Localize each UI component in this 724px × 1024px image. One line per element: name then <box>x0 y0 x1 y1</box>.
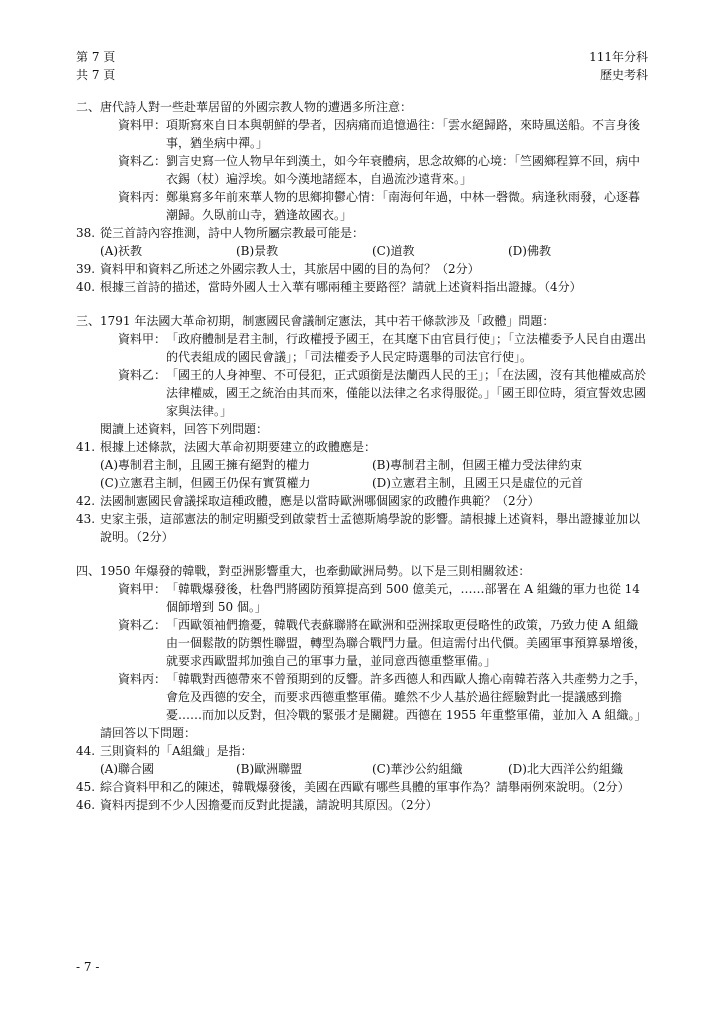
subject-name: 歷史考科 <box>599 68 648 82</box>
section-3 <box>76 312 646 546</box>
instruction-note: 閱讀上述資料，回答下列問題： <box>100 422 269 436</box>
source-label: 資料甲： <box>117 332 166 346</box>
source-item <box>76 116 646 152</box>
source-text: 劉言史寫一位人物早年到漢土，如今年衰體病，思念故鄉的心境：「竺國鄉程算不回，病中衣錫（杖）遍浮埃。如今漢地諸經本，自過流沙遠背來。」 <box>166 154 641 186</box>
source-item <box>76 152 646 188</box>
source-label: 資料甲： <box>117 582 166 596</box>
source-label: 資料乙： <box>117 154 166 168</box>
option-b[interactable]: (B)景教 <box>236 244 279 258</box>
question-40 <box>76 278 646 296</box>
source-item <box>76 188 646 224</box>
question-number: 46. <box>76 798 96 812</box>
page-footer: - 7 - <box>76 960 100 974</box>
question-text: 從三首詩內容推測，詩中人物所屬宗教最可能是： <box>100 226 365 240</box>
option-d[interactable]: (D)佛教 <box>508 244 551 258</box>
option-c[interactable]: (C)華沙公約組織 <box>372 762 463 776</box>
question-number: 43. <box>76 512 96 526</box>
option-b[interactable]: (B)專制君主制，但國王權力受法律約束 <box>372 458 583 472</box>
source-label: 資料乙： <box>117 368 166 382</box>
section-heading: 四、1950 年爆發的韓戰，對亞洲影響重大，也牽動歐洲局勢。以下是三則相關敘述： <box>76 564 531 578</box>
option-b[interactable]: (B)歐洲聯盟 <box>236 762 303 776</box>
section-2 <box>76 98 646 296</box>
answer-options <box>76 760 646 778</box>
question-46 <box>76 796 646 814</box>
question-number: 41. <box>76 440 96 454</box>
question-number: 42. <box>76 494 96 508</box>
exam-year: 111年分科 <box>589 50 648 64</box>
option-d[interactable]: (D)北大西洋公約組織 <box>508 762 623 776</box>
question-42 <box>76 492 646 510</box>
question-text: 史家主張，這部憲法的制定明顯受到啟蒙哲士孟德斯鳩學說的影響。請根據上述資料，舉出證據並加以說明。（2分） <box>100 512 641 544</box>
question-38 <box>76 224 646 242</box>
section-4 <box>76 562 646 814</box>
source-text: 「韓戰爆發後，杜魯門將國防預算提高到 500 億美元，……部署在 A 組織的軍力也從 14 個師增到 50 個。」 <box>166 582 640 614</box>
page-header-right <box>589 48 648 84</box>
source-label: 資料丙： <box>117 190 166 204</box>
section-heading: 二、唐代詩人對一些赴華居留的外國宗教人物的遭遇多所注意： <box>76 100 413 114</box>
answer-options <box>76 456 646 492</box>
source-text: 「國王的人身神聖、不可侵犯，正式頭銜是法蘭西人民的王」；「在法國，沒有其他權威高於法律權威，國王之統治由其而來，僅能以法律之名求得服從。」「國王即位時，須宣誓效忠國家與法律。」 <box>166 368 647 418</box>
option-a[interactable]: (A)專制君主制，且國王擁有絕對的權力 <box>100 458 311 472</box>
source-item <box>76 330 646 366</box>
question-44 <box>76 742 646 760</box>
option-a[interactable]: (A)祆教 <box>100 244 143 258</box>
option-c[interactable]: (C)道教 <box>372 244 415 258</box>
question-text: 資料甲和資料乙所述之外國宗教人士，其旅居中國的目的為何？（2分） <box>100 262 480 276</box>
question-text: 根據上述條款，法國大革命初期要建立的政體應是： <box>100 440 377 454</box>
source-item <box>76 670 646 724</box>
page-total: 共 7 頁 <box>76 68 116 82</box>
source-item <box>76 580 646 616</box>
question-number: 40. <box>76 280 96 294</box>
source-text: 「西歐領袖們擔憂，韓戰代表蘇聯將在歐洲和亞洲採取更侵略性的政策，乃致力使 A 組織由一個鬆散的防禦性聯盟，轉型為聯合戰鬥力量。但這需付出代價。美國軍事預算暴增後，就要求西歐盟邦加強自己的軍事力量，並同意西德重整軍備。」 <box>166 618 647 668</box>
question-text: 根據三首詩的描述，當時外國人士入華有哪兩種主要路徑？請就上述資料指出證據。（4分） <box>100 280 582 294</box>
question-text: 法國制憲國民會議採取這種政體，應是以當時歐洲哪個國家的政體作典範？（2分） <box>100 494 540 508</box>
answer-options <box>76 242 646 260</box>
question-45 <box>76 778 646 796</box>
option-c[interactable]: (C)立憲君主制，但國王仍保有實質權力 <box>100 476 311 490</box>
question-number: 39. <box>76 262 96 276</box>
source-label: 資料甲： <box>117 118 166 132</box>
page-header-left <box>76 48 115 84</box>
page-number: 第 7 頁 <box>76 50 116 64</box>
source-item <box>76 616 646 670</box>
question-text: 資料丙提到不少人因擔憂而反對此提議，請說明其原因。（2分） <box>100 798 438 812</box>
exam-content <box>76 98 646 814</box>
section-heading: 三、1791 年法國大革命初期，制憲國民會議制定憲法，其中若干條款涉及「政體」問題： <box>76 314 555 328</box>
option-a[interactable]: (A)聯合國 <box>100 762 155 776</box>
source-text: 鄭巢寫多年前來華人物的思鄉抑鬱心情：「南海何年過，中林一磬微。病逢秋雨發，心逐暮潮歸。久臥前山寺，猶逢故國衣。」 <box>166 190 641 222</box>
question-text: 綜合資料甲和乙的陳述，韓戰爆發後，美國在西歐有哪些具體的軍事作為？請舉兩例來說明。（2分） <box>100 780 630 794</box>
source-label: 資料丙： <box>117 672 166 686</box>
question-39 <box>76 260 646 278</box>
source-label: 資料乙： <box>117 618 166 632</box>
question-43 <box>76 510 646 546</box>
question-text: 三則資料的「A組織」是指： <box>100 744 253 758</box>
source-text: 項斯寫來自日本與朝鮮的學者，因病痛而追憶過往：「雲水絕歸路，來時風送船。不言身後事，猶坐病中禪。」 <box>166 118 641 150</box>
question-41 <box>76 438 646 456</box>
question-number: 38. <box>76 226 96 240</box>
question-number: 45. <box>76 780 96 794</box>
source-text: 「韓戰對西德帶來不曾預期到的反響。許多西德人和西歐人擔心南韓若落入共產勢力之手，會危及西德的安全，而要求西德重整軍備。雖然不少人基於過往經驗對此一提議感到擔憂……而加以反對，但冷戰的緊張才是關鍵。西德在 1955 年重整軍備，並加入 A 組織。」 <box>166 672 647 722</box>
source-item <box>76 366 646 420</box>
question-number: 44. <box>76 744 96 758</box>
instruction-note: 請回答以下問題： <box>100 726 197 740</box>
option-d[interactable]: (D)立憲君主制，且國王只是虛位的元首 <box>372 476 583 490</box>
source-text: 「政府體制是君主制，行政權授予國王，在其麾下由官員行使」；「立法權委予人民自由選出的代表組成的國民會議」；「司法權委予人民定時選舉的司法官行使」。 <box>166 332 647 364</box>
